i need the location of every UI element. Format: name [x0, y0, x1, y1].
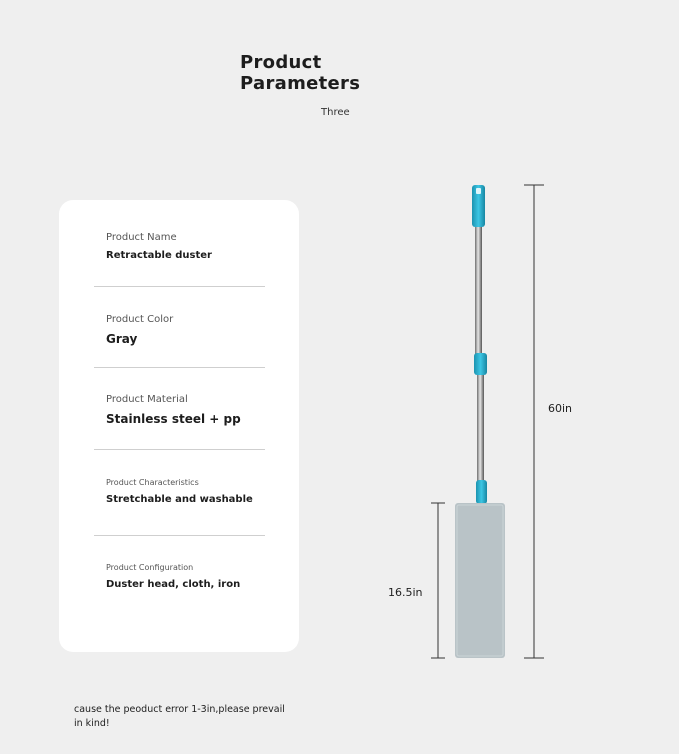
param-label: Product Color	[106, 314, 174, 325]
connector-icon	[476, 480, 487, 504]
title-line-2: Parameters	[240, 73, 361, 94]
title-line-1: Product	[240, 52, 322, 73]
joint-clip-icon	[474, 353, 487, 375]
param-label: Product Configuration	[106, 563, 194, 572]
param-label: Product Material	[106, 394, 188, 405]
param-value: Stainless steel + pp	[106, 412, 241, 426]
param-label: Product Characteristics	[106, 478, 199, 487]
param-value: Duster head, cloth, iron	[106, 579, 241, 590]
param-value: Retractable duster	[106, 250, 212, 261]
dimension-line-16in	[431, 503, 445, 658]
error-note: cause the peoduct error 1-3in,please prevail in kind!	[74, 704, 285, 729]
param-value: Stretchable and washable	[106, 494, 253, 505]
head-length-label: 16.5in	[388, 586, 423, 599]
param-label: Product Name	[106, 232, 177, 243]
total-length-label: 60in	[548, 402, 573, 415]
dimension-line-60in	[524, 185, 544, 658]
param-value: Gray	[106, 332, 138, 346]
handle-icon	[472, 185, 485, 227]
page-subtitle: Three	[321, 107, 350, 118]
duster-pad-icon	[455, 503, 505, 658]
